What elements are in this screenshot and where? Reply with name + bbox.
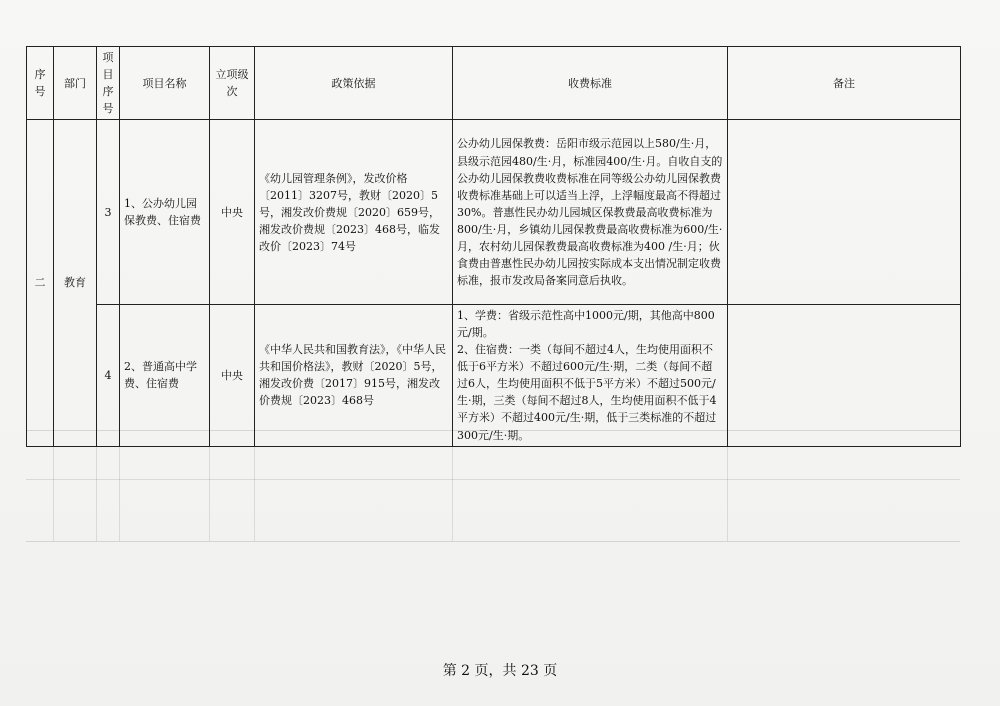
cell-standard xyxy=(453,305,728,446)
fee-table xyxy=(26,46,961,447)
header-level: 立项级次 xyxy=(210,47,255,120)
standard-line-tuition: 1、学费：省级示范性高中1000元/期，其他高中800元/期。 xyxy=(457,309,715,340)
cell-standard: 公办幼儿园保教费：岳阳市级示范园以上580/生·月，县级示范园480/生·月，标准园400/生·月。自收自支的公办幼儿园保教费收费标准在同等级公办幼儿园保教费收费标准基础上可以适当上浮，上浮幅度最高不得超过30%。普惠性民办幼儿园城区保教费最高收费标准为800/生·月，乡镇幼儿园保教费最高收费标准为600/生·月，农村幼儿园保教费最高收费标准为400 /生·月；伙食费由普惠性民办幼儿园按实际成本支出情况制定收费标准，报市发改局备案同意后执收。 xyxy=(453,120,728,305)
cell-basis: 《中华人民共和国教育法》，《中华人民共和国价格法》，教财〔2020〕5号，湘发改价费〔2017〕915号，湘发改价费规〔2023〕468号 xyxy=(255,305,453,446)
header-item-seq: 项目序号 xyxy=(97,47,120,120)
header-basis: 政策依据 xyxy=(255,47,453,120)
cell-item-seq: 3 xyxy=(97,120,120,305)
cell-seq: 二 xyxy=(27,120,54,446)
header-remark: 备注 xyxy=(728,47,961,120)
cell-item-seq: 4 xyxy=(97,305,120,446)
cell-remark xyxy=(728,120,961,305)
cell-item-name: 1、公办幼儿园保教费、住宿费 xyxy=(120,120,210,305)
table-row xyxy=(27,305,961,446)
bleed-through-table xyxy=(26,430,960,542)
header-standard: 收费标准 xyxy=(453,47,728,120)
cell-level: 中央 xyxy=(210,120,255,305)
cell-item-name: 2、普通高中学费、住宿费 xyxy=(120,305,210,446)
cell-remark xyxy=(728,305,961,446)
table-row xyxy=(27,120,961,305)
cell-basis: 《幼儿园管理条例》，发改价格〔2011〕3207号，教财〔2020〕5号，湘发改价费规〔2020〕659号，湘发改价费规〔2023〕468号，临发改价〔2023〕74号 xyxy=(255,120,453,305)
page-number: 第 2 页，共 23 页 xyxy=(442,663,558,679)
header-row xyxy=(27,47,961,120)
cell-dept: 教育 xyxy=(54,120,97,446)
header-dept: 部门 xyxy=(54,47,97,120)
standard-line-dorm: 2、住宿费：一类（每间不超过4人，生均使用面积不低于6平方米）不超过600元/生·期，二类（每间不超过6人，生均使用面积不低于5平方米）不超过500元/生·期，三类（每间不超过8人，生均使用面积不低于4平方米）不超过400元/生·期，低于三类标准的不超过300元/生·期。 xyxy=(457,343,717,442)
header-item-name: 项目名称 xyxy=(120,47,210,120)
cell-level: 中央 xyxy=(210,305,255,446)
header-seq: 序号 xyxy=(27,47,54,120)
